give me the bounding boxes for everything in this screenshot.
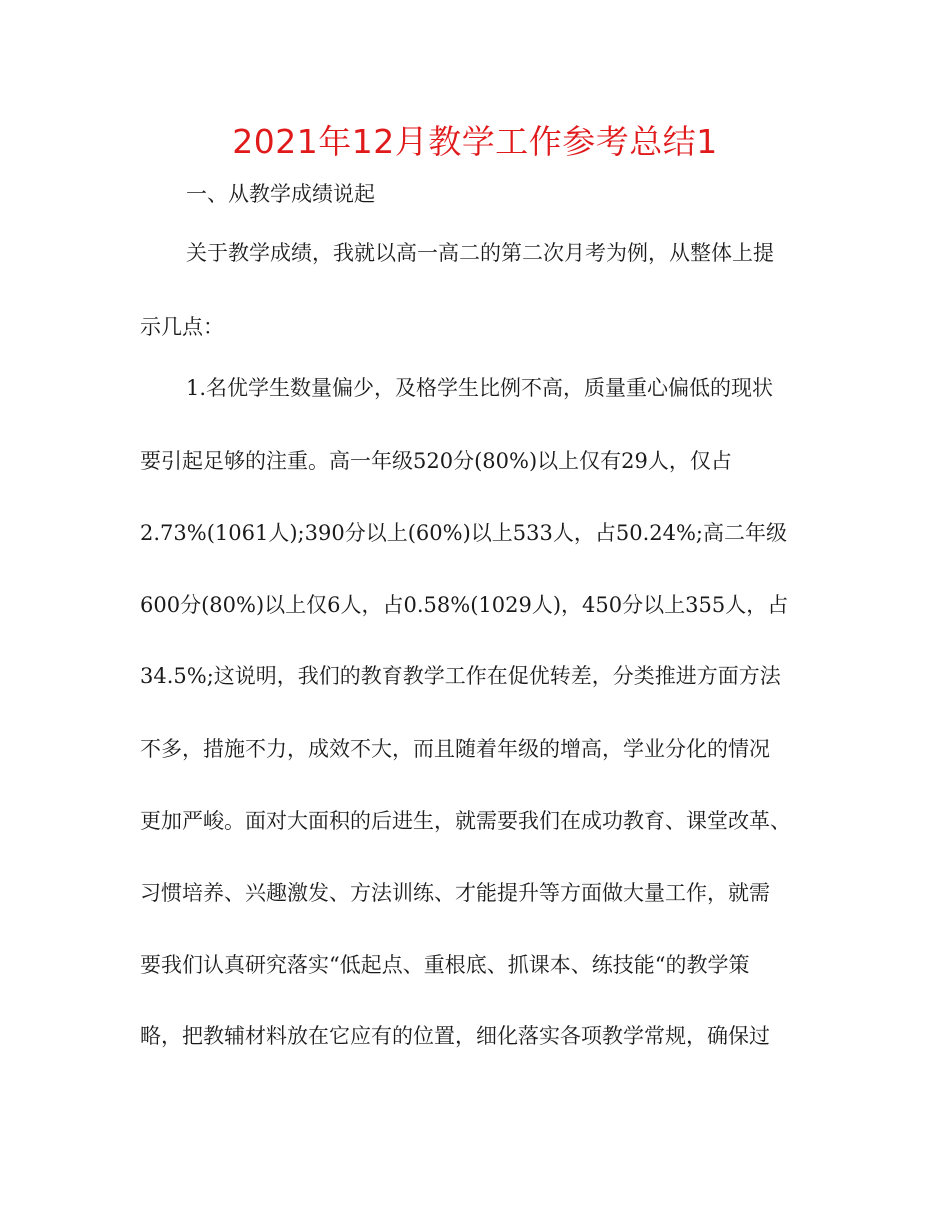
paragraph-line: 习惯培养、兴趣激发、方法训练、才能提升等方面做大量工作，就需 <box>140 881 770 905</box>
paragraph-line: 要引起足够的注重。高一年级520分(80%)以上仅有29人，仅占 <box>140 449 732 473</box>
document-title: 2021年12月教学工作参考总结1 <box>232 122 718 161</box>
paragraph-line: 要我们认真研究落实“低起点、重根底、抓课本、练技能“的教学策 <box>140 953 750 977</box>
paragraph-line: 示几点： <box>140 315 224 339</box>
paragraph-line: 略，把教辅材料放在它应有的位置，细化落实各项教学常规，确保过 <box>140 1024 770 1048</box>
paragraph-line: 34.5%;这说明，我们的教育教学工作在促优转差，分类推进方面方法 <box>140 664 781 688</box>
section-heading: 一、从教学成绩说起 <box>186 182 375 206</box>
paragraph-line: 2.73%(1061人);390分以上(60%)以上533人，占50.24%;高二年级 <box>140 521 787 545</box>
paragraph-line: 关于教学成绩，我就以高一高二的第二次月考为例，从整体上提 <box>186 241 774 265</box>
paragraph-line: 600分(80%)以上仅6人，占0.58%(1029人)，450分以上355人，占 <box>140 593 789 617</box>
paragraph-line: 更加严峻。面对大面积的后进生，就需要我们在成功教育、课堂改革、 <box>140 809 791 833</box>
paragraph-line: 不多，措施不力，成效不大，而且随着年级的增高，学业分化的情况 <box>140 737 770 761</box>
paragraph-line: 1.名优学生数量偏少，及格学生比例不高，质量重心偏低的现状 <box>186 376 774 400</box>
